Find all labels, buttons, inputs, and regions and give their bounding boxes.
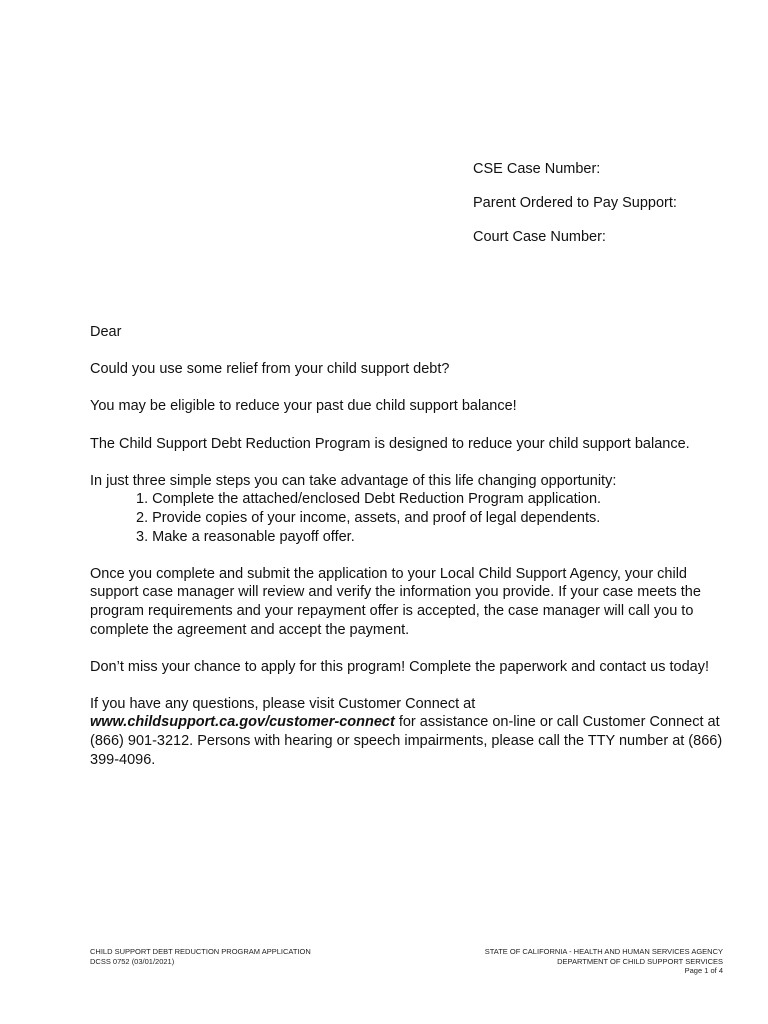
court-case-number-label: Court Case Number:	[473, 229, 606, 245]
step-item: 1. Complete the attached/enclosed Debt Reduction Program application.	[136, 491, 602, 508]
steps-list	[90, 490, 730, 546]
cse-case-number-label: CSE Case Number:	[473, 161, 601, 177]
form-number: DCSS 0752 (03/01/2021)	[90, 956, 175, 966]
parent-ordered-label: Parent Ordered to Pay Support:	[473, 195, 677, 211]
footer-right	[485, 947, 723, 976]
paragraph-process: Once you complete and submit the application to your Local Child Support Agency, your child support case manager will review and verify the information you provide. If your case meets the program requirements and your repayment offer is accepted, the case manager will call you to complete the agreement and accept the payment.	[90, 565, 701, 638]
paragraph-contact	[90, 695, 730, 769]
department-name: DEPARTMENT OF CHILD SUPPORT SERVICES	[557, 956, 723, 966]
customer-connect-link[interactable]: www.childsupport.ca.gov/customer-connect	[90, 714, 395, 731]
page-number: Page 1 of 4	[684, 966, 723, 975]
paragraph-program: The Child Support Debt Reduction Program is designed to reduce your child support balance.	[90, 435, 690, 452]
footer-left	[90, 947, 311, 966]
paragraph-eligible: You may be eligible to reduce your past due child support balance!	[90, 398, 517, 415]
contact-lead-text: If you have any questions, please visit Customer Connect at	[90, 695, 476, 712]
form-title: CHILD SUPPORT DEBT REDUCTION PROGRAM APPLICATION	[90, 947, 311, 956]
contact-rest-text: for assistance on-line or call Customer Connect at (866) 901-3212. Persons with hearing or speech impairments, please call the TTY number at (866) 399-4096.	[90, 714, 723, 768]
letter-body	[90, 323, 730, 788]
step-item: 2. Provide copies of your income, assets, and proof of legal dependents.	[136, 509, 601, 526]
paragraph-apply: Don’t miss your chance to apply for this program! Complete the paperwork and contact us today!	[90, 658, 709, 675]
case-info-block	[473, 161, 677, 263]
paragraph-relief: Could you use some relief from your child support debt?	[90, 361, 450, 378]
steps-intro: In just three simple steps you can take advantage of this life changing opportunity:	[90, 472, 617, 489]
salutation: Dear	[90, 324, 122, 340]
agency-name: STATE OF CALIFORNIA - HEALTH AND HUMAN SERVICES AGENCY	[484, 947, 723, 956]
step-item: 3. Make a reasonable payoff offer.	[136, 528, 355, 545]
